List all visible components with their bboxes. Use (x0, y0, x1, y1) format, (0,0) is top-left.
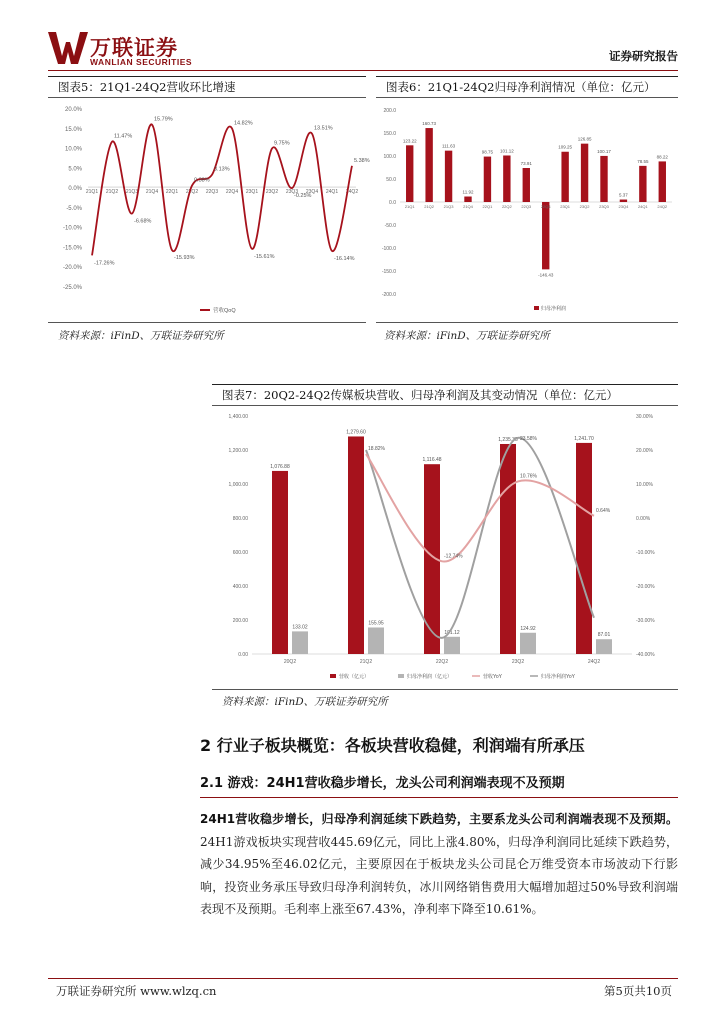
y-tick-label: 50.0 (386, 177, 396, 183)
y-tick-label: 0.0% (68, 186, 82, 193)
revenue-yoy-label: 0.64% (596, 507, 611, 514)
net-profit-bar (292, 631, 308, 654)
net-profit-bar (484, 157, 491, 202)
y-tick-label: 15.0% (64, 126, 82, 133)
data-label: 111.63 (442, 143, 456, 149)
data-label: 73.91 (520, 161, 532, 167)
figure5-title: 图表5：21Q1-24Q2营收环比增速 (48, 76, 366, 98)
figure5-line-chart (50, 100, 370, 320)
data-label: 0.38% (194, 177, 210, 184)
x-tick-label: 21Q4 (145, 189, 159, 196)
y-tick-label: -15.0% (62, 245, 82, 252)
net-profit-label: 87.01 (597, 632, 611, 639)
x-tick-label: 22Q4 (225, 189, 239, 196)
y-left-tick-label: 200.00 (232, 618, 248, 624)
net-profit-bar (445, 151, 452, 202)
net-profit-bar (444, 637, 460, 654)
x-tick-label: 22Q2 (501, 204, 512, 209)
figure5-bottom-rule (48, 322, 366, 323)
data-label: 9.75% (274, 140, 290, 147)
y-tick-label: 10.0% (64, 146, 82, 153)
y-tick-label: 5.0% (68, 166, 82, 173)
x-tick-label: 24Q2 (345, 189, 359, 196)
y-tick-label: -25.0% (62, 285, 82, 291)
net-profit-bar (523, 168, 530, 202)
y-right-tick-label: 30.00% (636, 414, 653, 420)
x-tick-label: 22Q2 (185, 189, 199, 196)
data-label: 98.75 (481, 149, 494, 155)
subsection-rule (200, 797, 678, 798)
figure5-source: 资料来源：iFinD、万联证券研究所 (58, 330, 224, 342)
net-profit-label: 124.92 (520, 625, 536, 632)
y-right-tick-label: 10.00% (636, 482, 653, 488)
x-tick-label: 23Q3 (599, 204, 609, 209)
net-profit-bar (406, 145, 413, 202)
y-tick-label: 0.0 (389, 200, 396, 206)
footer-page-number: 第5页共10页 (604, 984, 672, 998)
data-label: -15.61% (254, 253, 275, 260)
y-right-tick-label: -30.00% (636, 618, 655, 624)
net-profit-bar (464, 197, 471, 202)
net-profit-yoy-label: 23.58% (520, 435, 537, 442)
legend-label: 归母净利润 (541, 306, 567, 312)
data-label: 3.13% (214, 166, 230, 173)
paragraph-text: 24H1游戏板块实现营收445.69亿元，同比上涨4.80%，归母净利润同比延续下跌趋势，减少34.95%至46.02亿元，主要原因在于板块龙头公司昆仑万维受资本市场波动下行影响，投资业务承压导致归母净利润转负，冰川网络销售费用大幅增加超过50%导致利润端表现不及预期。毛利率上涨至67.43%，净利率下降至10.61%。 (200, 834, 678, 916)
x-tick-label: 23Q2 (579, 204, 590, 209)
legend-label: 归母净利润（亿元） (407, 674, 453, 680)
x-tick-label: 22Q1 (165, 189, 179, 196)
net-profit-bar (503, 155, 510, 202)
y-left-tick-label: 1,000.00 (228, 482, 248, 488)
x-tick-label: 21Q2 (424, 204, 435, 209)
data-label: -0.25% (294, 193, 312, 200)
net-profit-bar (425, 128, 432, 202)
data-label: 15.79% (154, 116, 173, 123)
data-label: 11.92 (462, 189, 474, 195)
net-profit-yoy-line (366, 435, 594, 638)
data-label: 100.17 (597, 148, 611, 154)
logo-english: WANLIAN SECURITIES (90, 57, 193, 67)
data-label: -6.68% (134, 218, 152, 225)
net-profit-bar (368, 627, 384, 654)
legend-label: 营收YoY (483, 674, 502, 680)
y-tick-label: 150.0 (383, 131, 396, 137)
body-paragraph (200, 808, 678, 921)
y-tick-label: -5.0% (66, 205, 82, 212)
y-tick-label: -10.0% (62, 225, 82, 232)
x-tick-label: 21Q4 (463, 204, 473, 209)
net-profit-label: 101.12 (444, 629, 460, 636)
y-tick-label: -20.0% (62, 265, 82, 272)
figure7-source: 资料来源：iFinD、万联证券研究所 (222, 696, 388, 708)
y-right-tick-label: -20.00% (636, 584, 655, 590)
revenue-yoy-label: -12.74% (444, 553, 463, 560)
revenue-label: 1,279.60 (346, 429, 366, 436)
footer-website: 万联证券研究所 www.wlzq.cn (56, 984, 217, 998)
x-tick-label: 23Q4 (305, 189, 319, 196)
net-profit-bar (581, 144, 588, 202)
x-tick-label: 24Q2 (657, 204, 668, 209)
revenue-yoy-label: 10.76% (520, 473, 537, 480)
x-tick-label: 22Q1 (482, 204, 493, 209)
revenue-bar (348, 436, 364, 654)
data-label: -15.93% (174, 255, 195, 262)
data-label: 126.85 (577, 136, 592, 142)
net-profit-bar (639, 166, 646, 202)
wanlian-logo-icon (48, 30, 88, 66)
legend-label: 营收（亿元） (339, 674, 370, 680)
x-tick-label: 23Q2 (511, 659, 525, 665)
y-tick-label: -50.0 (384, 223, 396, 229)
figure6-source: 资料来源：iFinD、万联证券研究所 (384, 330, 550, 342)
legend-swatch (534, 306, 539, 310)
net-profit-bar (561, 152, 568, 202)
y-tick-label: -100.0 (381, 246, 396, 252)
y-right-tick-label: -40.00% (636, 652, 655, 658)
revenue-label: 1,076.88 (270, 463, 290, 470)
legend-label: 营收QoQ (213, 308, 236, 314)
y-right-tick-label: 20.00% (636, 448, 653, 454)
subsection-title: 2.1 游戏：24H1营收稳步增长，龙头公司利润端表现不及预期 (200, 776, 565, 791)
revenue-label: 1,235.35 (498, 436, 518, 443)
report-header (48, 30, 678, 70)
legend-swatch (330, 674, 336, 678)
data-label: 13.51% (314, 125, 333, 132)
x-tick-label: 20Q2 (283, 659, 297, 665)
header-rule (48, 70, 678, 71)
y-tick-label: 200.0 (383, 108, 396, 114)
x-tick-label: 21Q3 (125, 189, 139, 196)
y-left-tick-label: 0.00 (238, 652, 248, 658)
x-tick-label: 22Q3 (521, 204, 532, 209)
x-tick-label: 21Q3 (443, 204, 454, 209)
y-left-tick-label: 800.00 (232, 516, 248, 522)
paragraph-lead: 24H1营收稳步增长，归母净利润延续下跌趋势，主要系龙头公司利润端表现不及预期。 (200, 812, 678, 826)
x-tick-label: 21Q1 (85, 189, 99, 196)
section-title: 2 行业子板块概览：各板块营收稳健，利润端有所承压 (200, 736, 585, 755)
net-profit-label: 155.95 (368, 620, 384, 627)
data-label: 123.22 (402, 138, 417, 144)
figure6-bar-chart (376, 100, 678, 320)
y-tick-label: -150.0 (381, 269, 396, 275)
figure6-bottom-rule (376, 322, 678, 323)
y-left-tick-label: 1,400.00 (228, 414, 248, 420)
net-profit-bar (600, 156, 607, 202)
y-left-tick-label: 600.00 (232, 550, 248, 556)
figure6-title: 图表6：21Q1-24Q2归母净利润情况（单位：亿元） (376, 76, 678, 98)
x-tick-label: 21Q2 (105, 189, 119, 196)
y-tick-label: 20.0% (64, 107, 82, 113)
data-label: -146.43 (538, 272, 554, 278)
x-tick-label: 23Q2 (265, 189, 279, 196)
y-right-tick-label: -10.00% (636, 550, 655, 556)
revenue-bar (576, 443, 592, 654)
revenue-bar (272, 471, 288, 654)
x-tick-label: 21Q1 (404, 204, 415, 209)
x-tick-label: 23Q4 (618, 204, 629, 209)
figure7-bottom-rule (212, 689, 678, 690)
revenue-bar (500, 444, 516, 654)
data-label: 11.47% (114, 133, 133, 140)
y-tick-label: -200.0 (381, 292, 396, 298)
data-label: 160.73 (422, 121, 437, 127)
legend-swatch (398, 674, 404, 678)
y-left-tick-label: 400.00 (232, 584, 248, 590)
net-profit-bar (620, 200, 627, 202)
x-tick-label: 24Q2 (587, 659, 601, 665)
net-profit-bar (542, 202, 549, 269)
net-profit-bar (659, 161, 666, 202)
x-tick-label: 22Q3 (205, 189, 219, 196)
document-type: 证券研究报告 (609, 49, 678, 63)
x-tick-label: 22Q2 (435, 659, 449, 665)
net-profit-bar (520, 633, 536, 654)
y-left-tick-label: 1,200.00 (228, 448, 248, 454)
data-label: 78.55 (637, 158, 649, 164)
x-tick-label: 24Q1 (325, 189, 339, 196)
data-label: 14.82% (234, 120, 253, 127)
revenue-label: 1,116.48 (422, 457, 442, 464)
figure7-title: 图表7：20Q2-24Q2传媒板块营收、归母净利润及其变动情况（单位：亿元） (212, 384, 678, 406)
data-label: 5.38% (354, 157, 370, 164)
revenue-yoy-line (366, 454, 594, 561)
x-tick-label: 22Q4 (540, 204, 551, 209)
net-profit-bar (596, 639, 612, 654)
footer-rule (48, 978, 678, 979)
data-label: -17.26% (94, 260, 115, 267)
revenue-label: 1,241.70 (574, 435, 594, 442)
x-tick-label: 23Q1 (245, 189, 259, 196)
data-label: 109.25 (558, 144, 573, 150)
x-tick-label: 23Q1 (560, 204, 571, 209)
y-tick-label: 100.0 (383, 154, 396, 160)
legend-label: 归母净利润YoY (541, 674, 575, 680)
x-tick-label: 23Q3 (285, 189, 299, 196)
net-profit-label: 133.02 (292, 624, 308, 631)
logo-chinese: 万联证券 (90, 36, 178, 60)
data-label: 101.12 (499, 148, 514, 154)
x-tick-label: 21Q2 (359, 659, 373, 665)
data-label: 88.22 (656, 154, 668, 160)
figure7-combo-chart (212, 408, 678, 688)
data-label: -16.14% (334, 255, 355, 262)
data-label: 5.37 (619, 192, 628, 198)
revenue-yoy-label: 18.82% (368, 446, 385, 453)
y-right-tick-label: 0.00% (636, 516, 651, 522)
x-tick-label: 24Q1 (637, 204, 648, 209)
